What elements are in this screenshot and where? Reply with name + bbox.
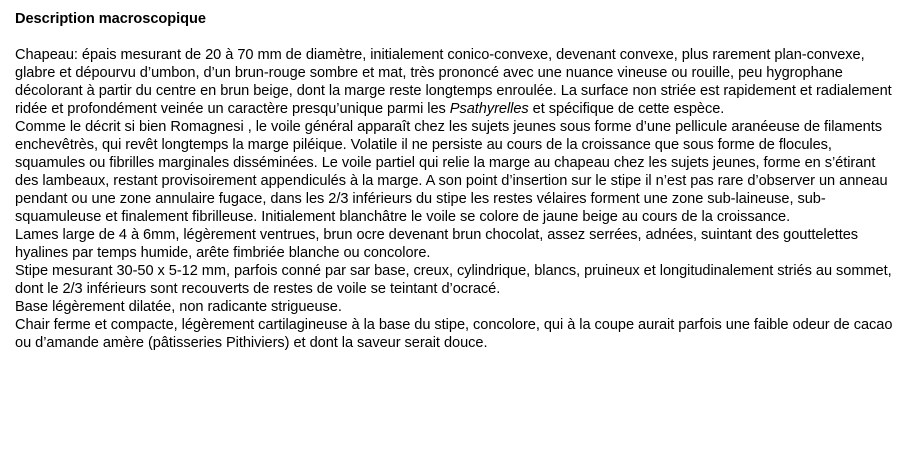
document-body bbox=[15, 10, 893, 352]
paragraph-voile: Comme le décrit si bien Romagnesi , le voile général apparaît chez les sujets jeunes sous forme d’une pellicule aranéeuse de filaments enchevêtrès, qui revêt longtemps la marge piléique. Volatile il ne persiste au cours de la croissance que sous forme de flocules, squamules ou fibrilles marginales disséminées. Le voile partiel qui relie la marge au chapeau chez les sujets jeunes, forme en s’étirant des lambeaux, restant provisoirement appendiculés à la marge. A son point d’insertion sur le stipe il n’est pas rare d’observer un anneau pendant ou une zone annulaire fugace, dans les 2/3 inférieurs du stipe les restes vélaires forment une zone sub-laineuse, sub-squamuleuse et finalement fibrilleuse. Initialement blanchâtre le voile se colore de jaune beige au cours de la croissance. bbox=[15, 119, 888, 225]
chapeau-text: Chapeau: épais mesurant de 20 à 70 mm de diamètre, initialement conico-convexe, devenant convexe, plus rarement plan-convexe, glabre et dépourvu d’umbon, d’un brun-rouge sombre et mat, très prononcé avec une nuance vineuse ou rouille, peu hygrophane décolorant à partir du centre en brun beige, dont la marge reste longtemps enroulée. La surface non striée est rapidement et radialement ridée et profondément veinée un caractère presqu’unique parmi les bbox=[15, 47, 892, 117]
paragraph-base: Base légèrement dilatée, non radicante strigueuse. bbox=[15, 299, 342, 315]
chapeau-text-end: et spécifique de cette espèce. bbox=[528, 101, 725, 117]
paragraph-chapeau bbox=[15, 46, 893, 118]
paragraph-chair: Chair ferme et compacte, légèrement cartilagineuse à la base du stipe, concolore, qui à la coupe aurait parfois une faible odeur de cacao ou d’amande amère (pâtisseries Pithiviers) et dont la saveur serait douce. bbox=[15, 317, 893, 351]
paragraph-lames: Lames large de 4 à 6mm, légèrement ventrues, brun ocre devenant brun chocolat, assez serrées, adnées, suintant des gouttelettes hyalines par temps humide, arête fimbriée blanche ou concolore. bbox=[15, 227, 859, 261]
section-heading: Description macroscopique bbox=[15, 11, 206, 27]
paragraph-stipe: Stipe mesurant 30-50 x 5-12 mm, parfois conné par sar base, creux, cylindrique, blancs, pruineux et longitudinalement striés au sommet, dont le 2/3 inférieurs sont recouverts de restes de voile se teintant d’ocracé. bbox=[15, 263, 892, 297]
chapeau-genus-italic: Psathyrelles bbox=[449, 101, 529, 117]
